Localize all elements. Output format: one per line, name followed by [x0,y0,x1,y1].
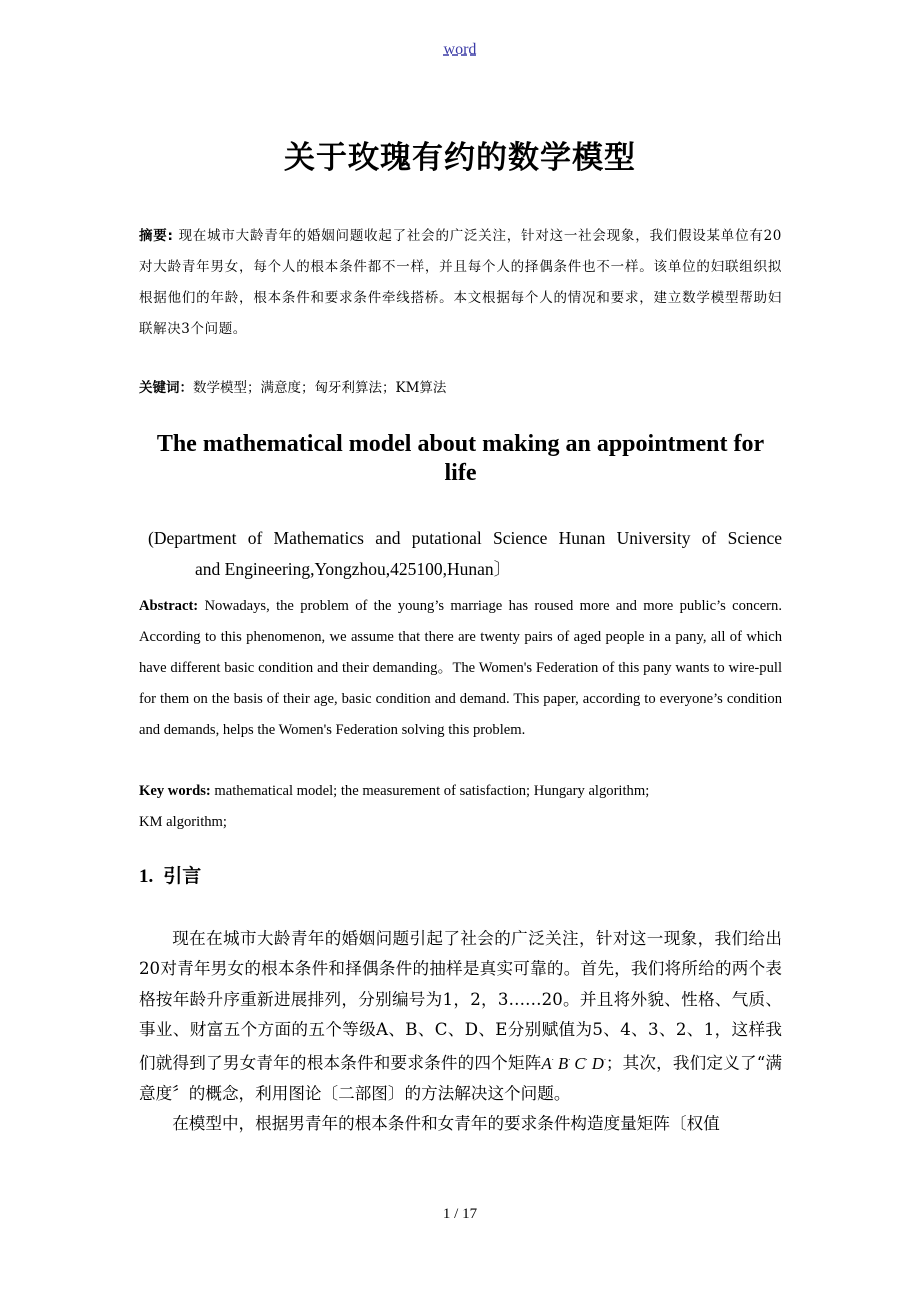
abstract-chinese [139,221,782,345]
affiliation-line-2: and Engineering,Yongzhou,425100,Hunan〕 [195,559,512,579]
section-heading-introduction [139,861,201,888]
keywords-chinese [139,376,782,396]
matrix-list: A· B· C· D· [541,1053,606,1073]
abstract-english [139,591,782,746]
keywords-english [139,776,782,838]
abstract-en-text: Nowadays, the problem of the young’s marriage has roused more and more public’s concern. According to this phenomenon, we assume that there are twenty pairs of aged people in a pany, all of which have different basic condition and their demanding。The Women's Federation of this pany wants to wire-pull for them on the basis of their age, basic condition and demand. This paper, according to everyone’s condition and demands, helps the Women's Federation solving this problem. [139,598,782,738]
matrix-a: A [541,1053,552,1073]
keywords-en-line-1: mathematical model; the measurement of satisfaction; Hungary algorithm; [214,783,650,799]
page-number: 1 / 17 [442,1206,478,1222]
paragraph-2-text: 在模型中，根据男青年的根本条件和女青年的要求条件构造度量矩阵〔权值 [172,1114,720,1134]
paragraph-1-text: 现在在城市大龄青年的婚姻问题引起了社会的广泛关注，针对这一现象，我们给出20对青年男女的根本条件和择偶条件的抽样是真实可靠的。首先，我们将所给的两个表格按年龄升序重新进展排列，分别编号为1，2，3……20。并且将外貌、性格、气质、事业、财富五个方面的五个等级A、B、C、D、E分别赋值为5、4、3、2、1，这样我们就得到了男女青年的根本条件和要求条件的四个矩阵 [139,929,782,1073]
keywords-en-line-2: KM algorithm; [139,814,227,830]
keywords-en-label: Key words: [139,783,211,799]
abstract-en-label: Abstract: [139,598,199,614]
matrix-b: B [557,1053,569,1073]
section-title: 引言 [163,865,202,887]
matrix-c: C [574,1053,586,1073]
paragraph-1-continued: ；其次，我们定义了“满意度〞的概念，利用图论〔二部图〕的方法解决这个问题。 [139,1053,782,1104]
abstract-cn-text: 现在城市大龄青年的婚姻问题收起了社会的广泛关注，针对这一社会现象，我们假设某单位有20对大龄青年男女，每个人的根本条件都不一样，并且每个人的择偶条件也不一样。该单位的妇联组织拟根据他们的年龄，根本条件和要求条件牵线搭桥。本文根据每个人的情况和要求，建立数学模型帮助妇联解决3个问题。 [139,228,782,337]
keywords-cn-text: 数学模型；满意度；匈牙利算法；KM算法 [193,380,447,396]
keywords-cn-label: 关键词： [139,380,193,396]
paragraph [139,924,782,1109]
section-number: 1. [139,866,154,887]
page-title: 关于玫瑰有约的数学模型 [284,140,636,176]
abstract-cn-label: 摘要: [139,228,174,244]
matrix-d: D [591,1053,604,1073]
introduction-body [139,924,782,1140]
header-word-link[interactable]: word [443,41,477,58]
affiliation-line-1: (Department of Mathematics and putational Science Hunan University of Science [148,528,782,548]
english-title: The mathematical model about making an appointment for life [156,431,765,486]
paragraph [139,1109,782,1139]
affiliation [139,523,782,585]
